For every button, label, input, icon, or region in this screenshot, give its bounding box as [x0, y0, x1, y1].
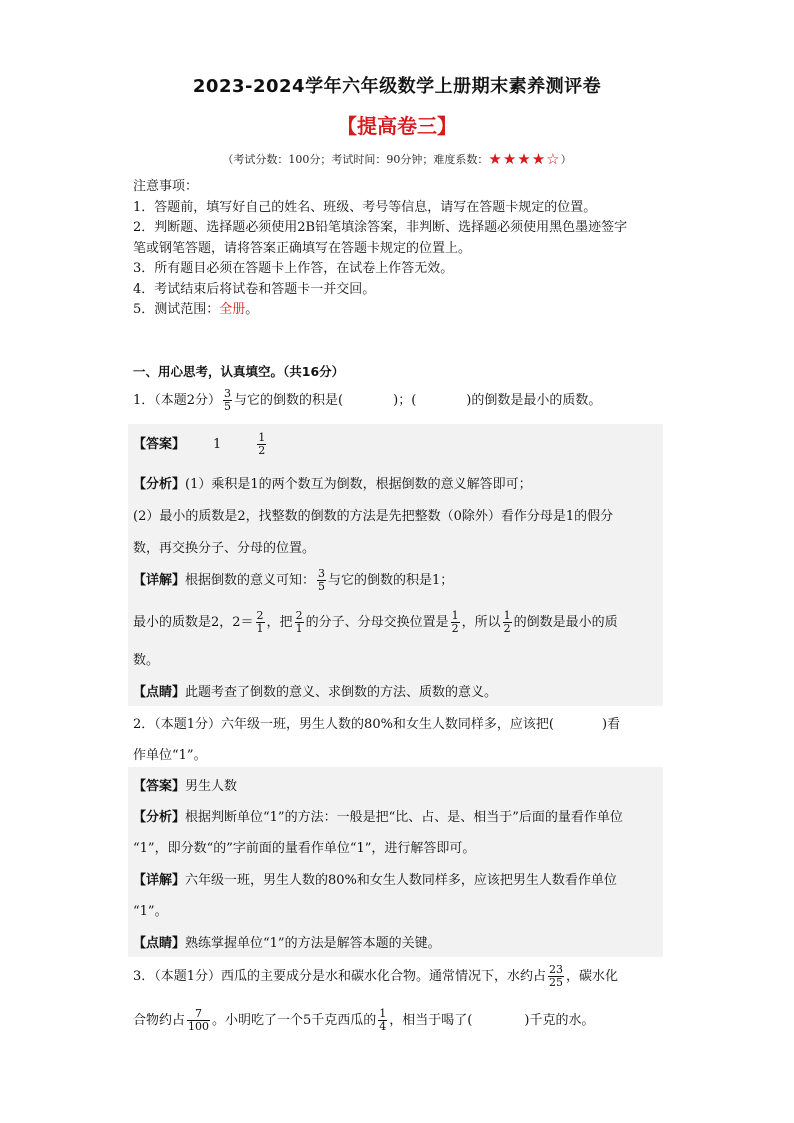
question-3-cont: 合物约占 $\frac{7}{100}$ 。小明吃了一个5千克西瓜的 $\frac{1}{4}$ ，相当于喝了( )千克的水。 — [133, 1007, 595, 1033]
notice-item: 3．所有题目必须在答题卡上作答，在试卷上作答无效。 — [133, 261, 454, 276]
exam-info-prefix: （考试分数：100分；考试时间：90分钟；难度系数： — [222, 153, 489, 166]
analysis-row: “1”，即分数“的”字前面的量看作单位“1”，进行解答即可。 — [133, 841, 476, 856]
notice-block — [133, 177, 673, 321]
notice-item: 1．答题前，填写好自己的姓名、班级、考号等信息，请写在答题卡规定的位置。 — [133, 199, 597, 215]
exam-title: 2023-2024学年六年级数学上册期末素养测评卷 — [192, 76, 602, 97]
exam-info — [0, 150, 794, 168]
fraction: $\frac{1}{2}$ — [258, 431, 266, 457]
answer-panel-q2 — [128, 767, 663, 957]
analysis-row: 数，再交换分子、分母的位置。 — [133, 541, 316, 556]
question-2: 2．（本题1分）六年级一班，男生人数的80%和女生人数同样多，应该把( )看 — [133, 717, 621, 732]
analysis-row: 【分析】根据判断单位“1”的方法：一般是把“比、占、是、相当于”后面的量看作单位 — [133, 810, 623, 825]
answer-row: 【答案】 1 $\frac{1}{2}$ — [133, 431, 266, 457]
fraction: $\frac{3}{5}$ — [224, 387, 232, 413]
question-2-cont: 作单位“1”。 — [133, 748, 207, 763]
detail-row: “1”。 — [133, 904, 168, 919]
fraction: $\frac{23}{25}$ — [549, 963, 564, 989]
fraction: $\frac{1}{2}$ — [503, 609, 511, 635]
notice-scope: 5．测试范围：全册。 — [133, 302, 259, 317]
difficulty-star-empty: ☆ — [546, 150, 561, 168]
question-3: 3．（本题1分）西瓜的主要成分是水和碳水化合物。通常情况下，水约占 $\frac{23}{25}$ ，碳水化 — [133, 963, 619, 989]
analysis-row: (2）最小的质数是2，找整数的倒数的方法是先把整数（0除外）看作分母是1的假分 — [133, 509, 614, 524]
answer-row: 【答案】男生人数 — [133, 779, 238, 794]
section-heading: 一、用心思考，认真填空。（共16分） — [133, 364, 345, 379]
question-1: 1．（本题2分） $\frac{3}{5}$ 与它的倒数的积是( )；( )的倒数是最小的质数。 — [133, 387, 602, 413]
exam-subtitle: 【提高卷三】 — [337, 114, 457, 138]
fraction: $\frac{2}{1}$ — [295, 609, 303, 635]
fraction: $\frac{3}{5}$ — [318, 567, 326, 593]
notice-item: 2．判断题、选择题必须使用2B铅笔填涂答案，非判断、选择题必须使用黑色墨迹签字 — [133, 220, 628, 235]
scope-value: 全册 — [219, 302, 246, 317]
detail-row: 【详解】六年级一班，男生人数的80%和女生人数同样多，应该把男生人数看作单位 — [133, 873, 617, 888]
notice-item: 4．考试结束后将试卷和答题卡一并交回。 — [133, 281, 376, 297]
answer-panel-q1 — [128, 424, 663, 706]
exam-info-suffix: ） — [560, 153, 572, 166]
difficulty-stars-filled: ★★★★ — [488, 150, 547, 168]
fraction: $\frac{2}{1}$ — [256, 609, 264, 635]
notice-heading: 注意事项： — [133, 179, 199, 194]
detail-row: 数。 — [133, 653, 160, 668]
fraction: $\frac{7}{100}$ — [188, 1007, 210, 1033]
note-row: 【点睛】熟练掌握单位“1”的方法是解答本题的关键。 — [133, 936, 441, 951]
notice-item: 笔或钢笔答题，请将答案正确填写在答题卡规定的位置上。 — [133, 240, 472, 256]
fraction: $\frac{1}{2}$ — [451, 609, 459, 635]
detail-row: 最小的质数是2，2＝ $\frac{2}{1}$ ，把 $\frac{2}{1}$ 的分子、分母交换位置是 $\frac{1}{2}$ ，所以 $\frac{1}{2}$ 的倒数是最小的质 — [133, 609, 618, 635]
note-row: 【点睛】此题考查了倒数的意义、求倒数的方法、质数的意义。 — [133, 685, 498, 700]
detail-row: 【详解】根据倒数的意义可知： $\frac{3}{5}$ 与它的倒数的积是1； — [133, 567, 454, 593]
fraction: $\frac{1}{4}$ — [379, 1007, 387, 1033]
analysis-row: 【分析】(1）乘积是1的两个数互为倒数，根据倒数的意义解答即可； — [133, 477, 532, 492]
